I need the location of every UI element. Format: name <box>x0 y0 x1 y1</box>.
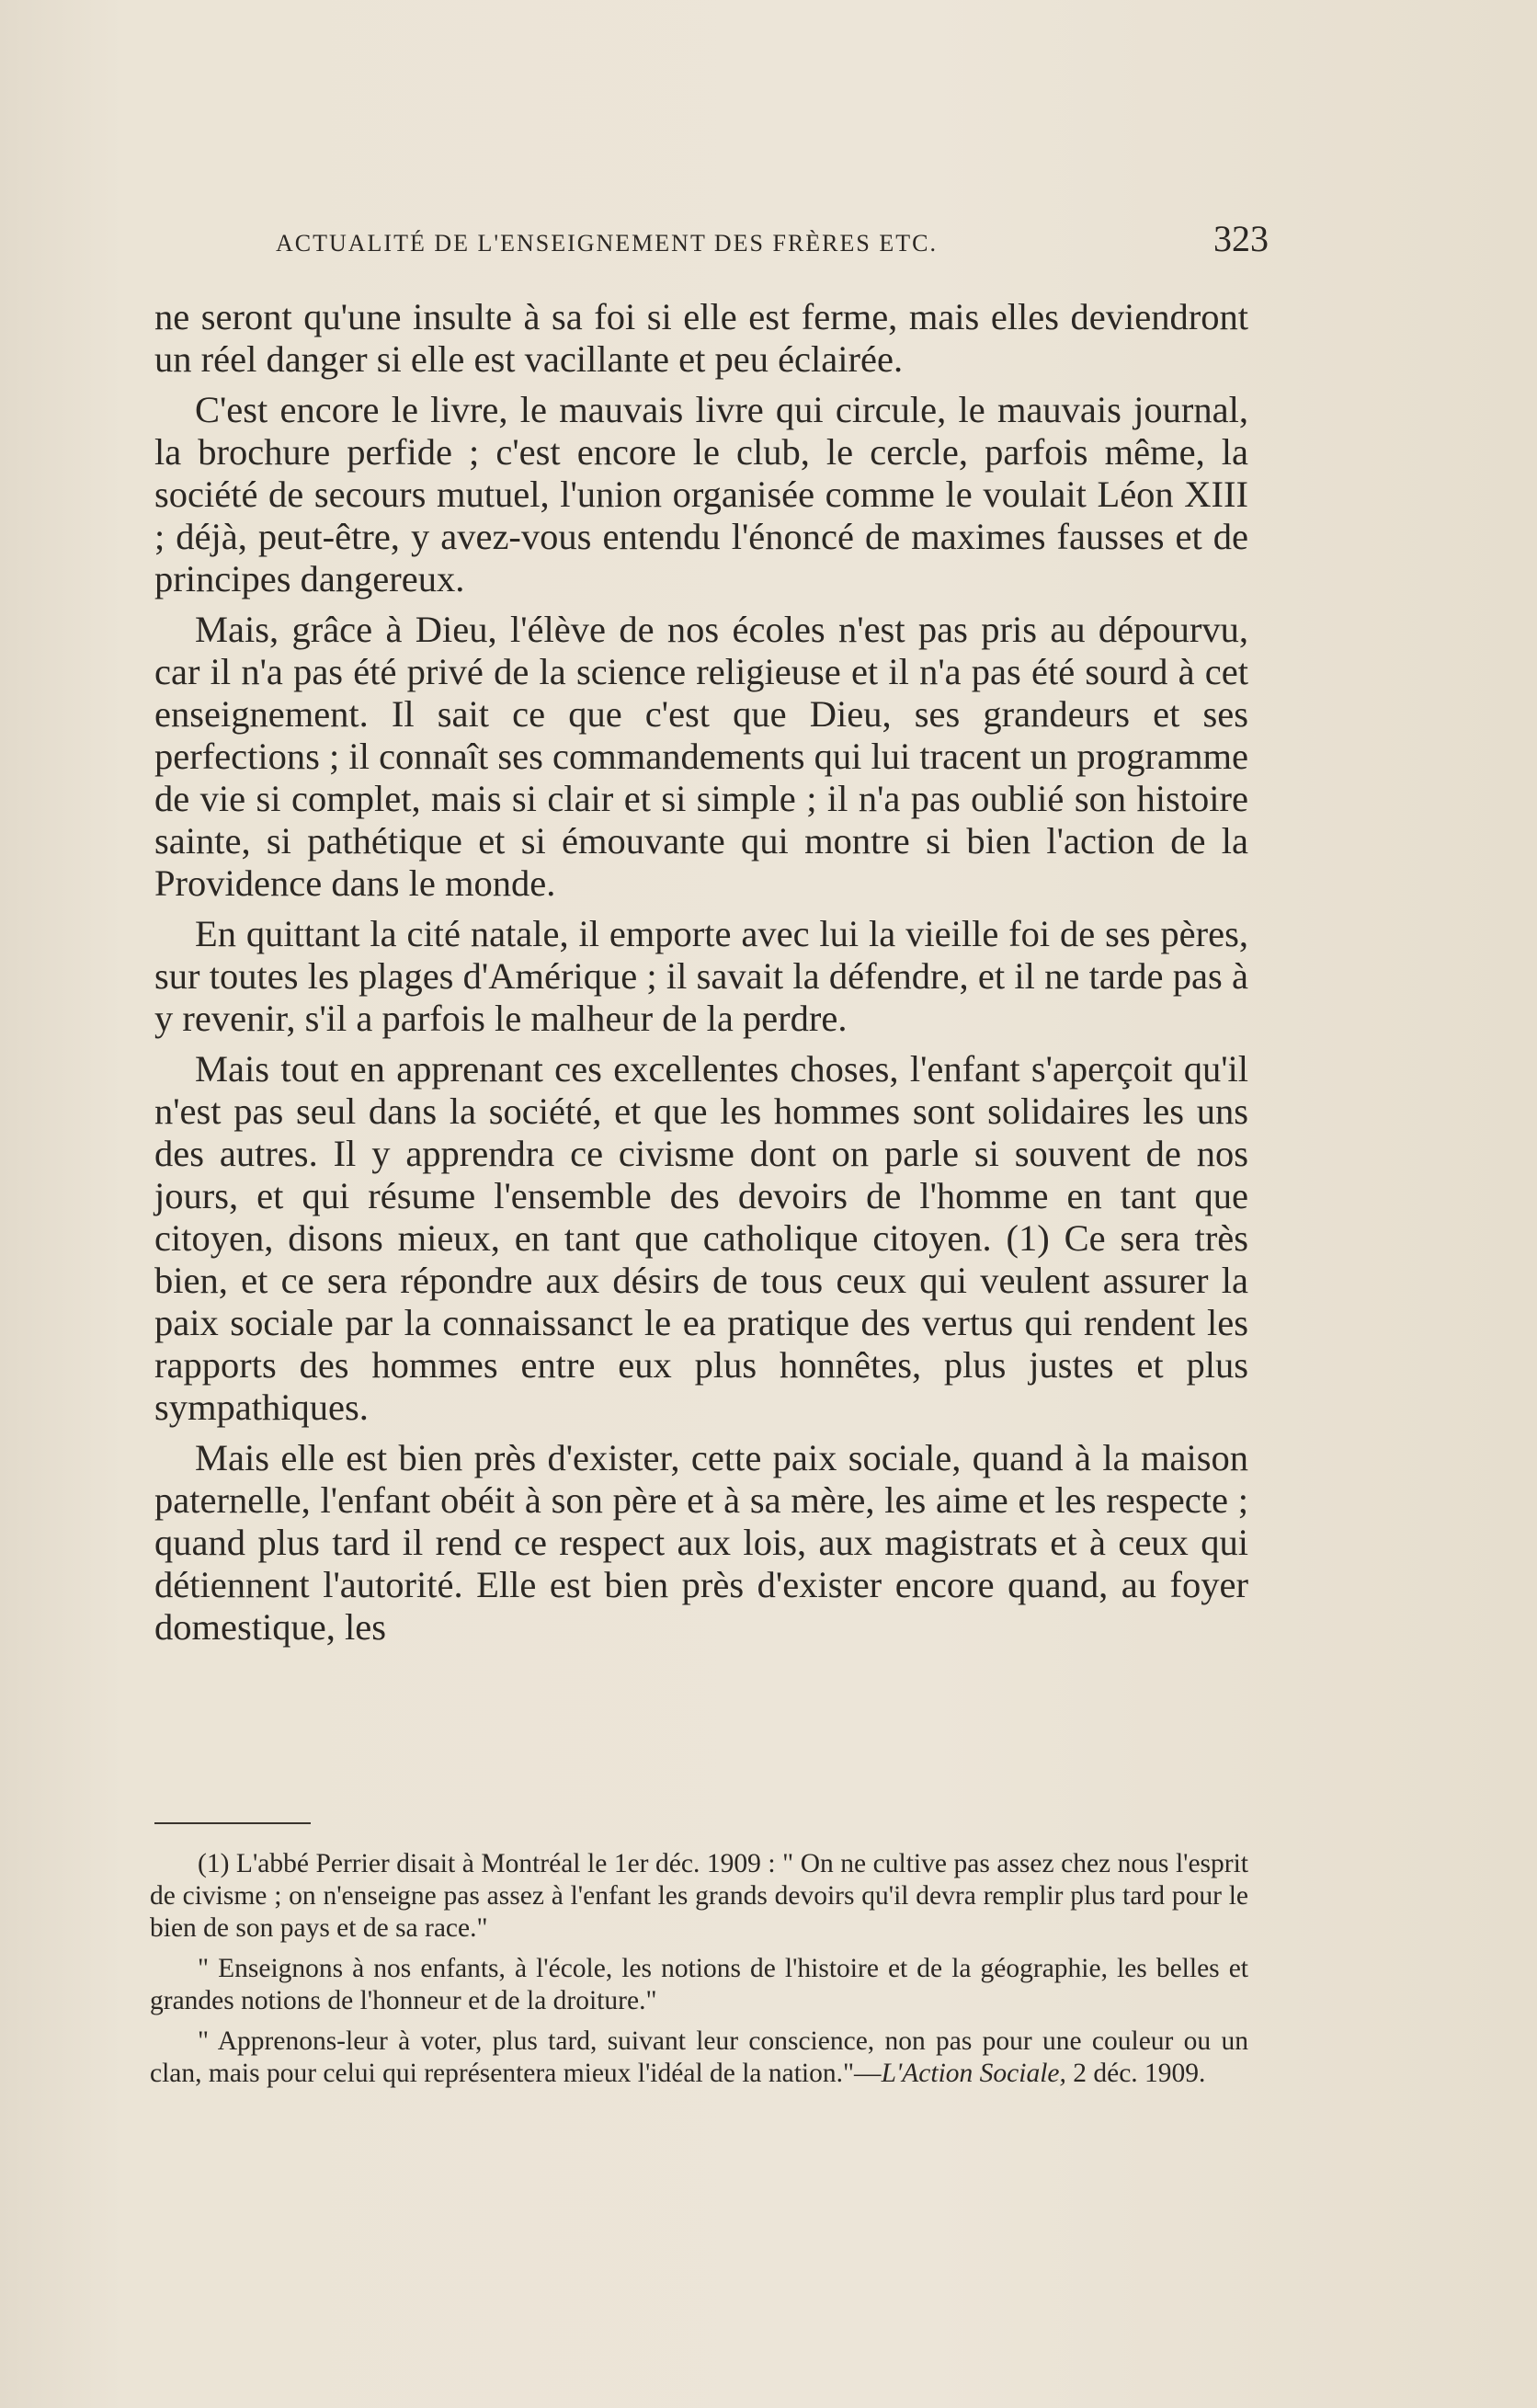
footnote-quote: " Apprenons-leur à voter, plus tard, suivant leur conscience, non pas pour une couleur ou un clan, mais pour celui qui représentera mieux l'idéal de la nation."— <box>150 2026 1248 2088</box>
paragraph: Mais elle est bien près d'exister, cette paix sociale, quand à la maison paternelle, l'enfant obéit à son père et à sa mère, les aime et les respecte ; quand plus tard il rend ce respect aux lois, aux magistrats et à ceux qui détiennent l'autorité. Elle est bien près d'exister encore quand, au foyer domestique, les <box>154 1437 1248 1648</box>
page-header <box>276 217 1269 260</box>
footnote: (1) L'abbé Perrier disait à Montréal le 1er déc. 1909 : " On ne cultive pas assez chez nous l'esprit de civisme ; on n'enseigne pas assez à l'enfant les grands devoirs qu'il devra remplir plus tard pour le bien de son pays et de sa race." <box>150 1849 1248 1943</box>
paragraph: En quittant la cité natale, il emporte avec lui la vieille foi de ses pères, sur toutes les plages d'Amérique ; il savait la défendre, et il ne tarde pas à y revenir, s'il a parfois le malheur de la perdre. <box>154 913 1248 1039</box>
running-head: ACTUALITÉ DE L'ENSEIGNEMENT DES FRÈRES ETC. <box>276 230 938 257</box>
footnote <box>150 2026 1248 2090</box>
paragraph: C'est encore le livre, le mauvais livre qui circule, le mauvais journal, la brochure perfide ; c'est encore le club, le cercle, parfois même, la société de secours mutuel, l'union organisée comme le voulait Léon XIII ; déjà, peut-être, y avez-vous entendu l'énoncé de maximes fausses et de principes dangereux. <box>154 389 1248 599</box>
body-text <box>154 296 1248 1657</box>
paragraph: Mais, grâce à Dieu, l'élève de nos écoles n'est pas pris au dépourvu, car il n'a pas été privé de la science religieuse et il n'a pas été sourd à cet enseignement. Il sait ce que c'est que Dieu, ses grandeurs et ses perfections ; il connaît ses commandements qui lui tracent un programme de vie si complet, mais si clair et si simple ; il n'a pas oublié son histoire sainte, si pathétique et si émouvante qui montre si bien l'action de la Providence dans le monde. <box>154 609 1248 904</box>
page-number: 323 <box>1213 218 1269 259</box>
paragraph: Mais tout en apprenant ces excellentes choses, l'enfant s'aperçoit qu'il n'est pas seul dans la société, et que les hommes sont solidaires les uns des autres. Il y apprendra ce civisme dont on parle si souvent de nos jours, et qui résume l'ensemble des devoirs de l'homme en tant que citoyen, disons mieux, en tant que catholique citoyen. (1) Ce sera très bien, et ce sera répondre aux désirs de tous ceux qui veulent assurer la paix sociale par la connaissanct le ea pratique des vertus qui rendent les rapports des hommes entre eux plus honnêtes, plus justes et plus sympathiques. <box>154 1048 1248 1428</box>
paragraph: ne seront qu'une insulte à sa foi si elle est ferme, mais elles deviendront un réel danger si elle est vacillante et peu éclairée. <box>154 296 1248 380</box>
footnote-divider <box>154 1822 311 1824</box>
footnotes <box>150 1848 1248 2098</box>
footnote: " Enseignons à nos enfants, à l'école, les notions de l'histoire et de la géographie, les belles et grandes notions de l'honneur et de la droiture." <box>150 1954 1248 2015</box>
footnote-date: 2 déc. 1909. <box>1065 2059 1206 2088</box>
footnote-source: L'Action Sociale, <box>881 2059 1066 2088</box>
